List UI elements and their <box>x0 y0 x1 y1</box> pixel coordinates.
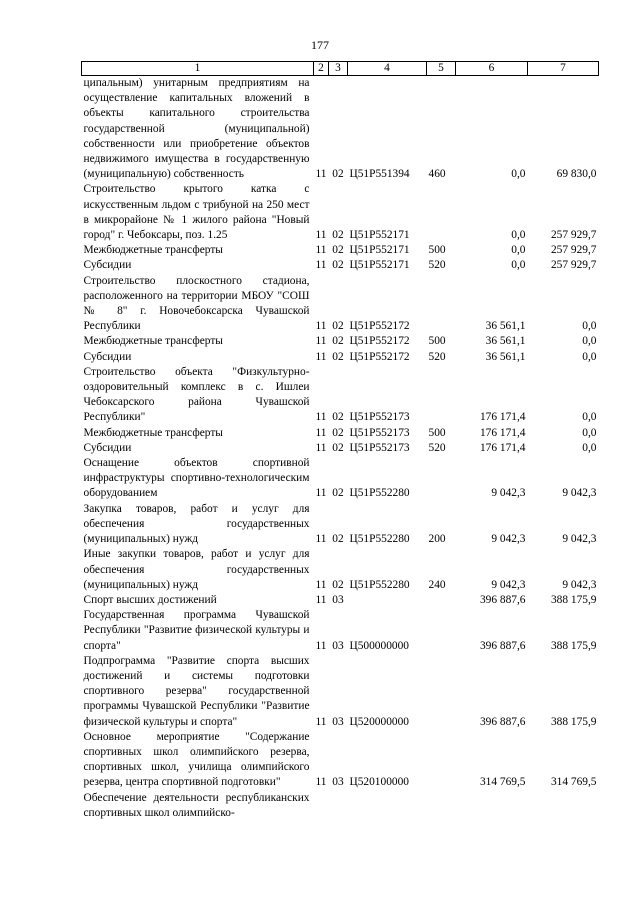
header-col-2: 2 <box>314 62 329 76</box>
row-subsection: 02 <box>332 320 344 333</box>
table-row <box>82 593 599 608</box>
row-sum-year-2: 388 175,9 <box>550 593 597 606</box>
row-subsection: 02 <box>332 578 344 591</box>
table-row <box>82 456 599 502</box>
row-sum-year-1: 36 561,1 <box>485 350 526 363</box>
row-section: 11 <box>315 426 327 439</box>
row-name: Субсидии <box>83 350 132 363</box>
row-sum-year-2: 388 175,9 <box>550 639 597 652</box>
row-sum-year-1: 0,0 <box>511 259 526 272</box>
row-sum-year-2: 0,0 <box>582 426 597 439</box>
table-row <box>82 654 599 730</box>
row-sum-year-2: 388 175,9 <box>550 715 597 728</box>
row-expense-type: 460 <box>428 168 446 181</box>
row-subsection: 03 <box>332 715 344 728</box>
row-section: 11 <box>315 593 327 606</box>
row-sum-year-2: 0,0 <box>582 335 597 348</box>
header-col-7: 7 <box>528 62 599 76</box>
row-sum-year-2 <box>528 791 599 821</box>
row-name: Субсидии <box>83 259 132 272</box>
row-expense-type <box>427 608 456 654</box>
row-subsection: 02 <box>332 350 344 363</box>
row-sum-year-2: 0,0 <box>582 441 597 454</box>
table-row <box>82 274 599 335</box>
row-subsection: 02 <box>332 168 344 181</box>
row-sum-year-2: 257 929,7 <box>550 244 597 257</box>
row-expense-type: 500 <box>428 426 446 439</box>
row-target-article: Ц51P552172 <box>349 335 410 348</box>
row-sum-year-1: 396 887,6 <box>479 639 526 652</box>
page-number: 177 <box>311 38 329 52</box>
row-target-article: Ц51P552171 <box>349 259 410 272</box>
row-section <box>314 791 329 821</box>
table-row <box>82 350 599 365</box>
row-target-article: Ц51P552280 <box>349 487 410 500</box>
row-expense-type: 520 <box>428 259 446 272</box>
row-name: Межбюджетные трансферты <box>83 335 223 348</box>
row-name: Основное мероприятие "Содержание спортивных школ олимпийского резерва, спортивных школ, училища олимпийского резерва, центра спортивной подготовки" <box>83 730 310 789</box>
row-target-article: Ц51P552173 <box>349 441 410 454</box>
row-target-article: Ц51P551394 <box>349 168 410 181</box>
row-sum-year-1: 314 769,5 <box>479 776 526 789</box>
row-sum-year-1: 176 171,4 <box>479 411 526 424</box>
row-sum-year-1: 9 042,3 <box>491 533 526 546</box>
table-row <box>82 76 599 183</box>
row-expense-type <box>427 654 456 730</box>
table-row <box>82 791 599 821</box>
table-row <box>82 730 599 791</box>
row-name: ципальным) унитарным предприятиям на осуществление капитальных вложений в объекты капитального строительства государственной (муниципальной) собственности или приобретение объектов недвижимого имущества в государственную (муниципальную) собственность <box>83 77 310 181</box>
table-row <box>82 365 599 426</box>
row-section: 11 <box>315 259 327 272</box>
row-target-article: Ц51P552171 <box>349 229 410 242</box>
row-section: 11 <box>315 229 327 242</box>
table-row <box>82 426 599 441</box>
row-section: 11 <box>315 320 327 333</box>
row-sum-year-2: 9 042,3 <box>562 487 597 500</box>
row-expense-type <box>427 182 456 243</box>
table-row <box>82 182 599 243</box>
row-name: Оснащение объектов спортивной инфраструктуры спортивно-технологическим оборудованием <box>83 457 310 500</box>
row-section: 11 <box>315 578 327 591</box>
row-name: Обеспечение деятельности республиканских спортивных школ олимпийско- <box>83 791 310 819</box>
row-expense-type <box>427 274 456 335</box>
budget-table <box>81 61 599 821</box>
row-sum-year-1 <box>456 791 528 821</box>
row-name: Строительство крытого катка с искусственным льдом с трибуной на 250 мест в микрорайоне № 1 жилого района "Новый город" г. Чебоксары, поз. 1.25 <box>83 183 310 242</box>
row-target-article: Ц51P552280 <box>349 578 410 591</box>
row-sum-year-2: 9 042,3 <box>562 578 597 591</box>
row-name: Государственная программа Чувашской Республики "Развитие физической культуры и спорта" <box>83 609 310 652</box>
row-expense-type: 520 <box>428 350 446 363</box>
row-sum-year-2: 0,0 <box>582 350 597 363</box>
row-subsection: 02 <box>332 533 344 546</box>
row-target-article: Ц520000000 <box>349 715 409 728</box>
row-expense-type: 520 <box>428 441 446 454</box>
row-section: 11 <box>315 715 327 728</box>
row-name: Межбюджетные трансферты <box>83 244 223 257</box>
row-target-article <box>348 791 427 821</box>
row-target-article: Ц51P552173 <box>349 411 410 424</box>
row-subsection: 03 <box>332 593 344 606</box>
row-sum-year-2: 314 769,5 <box>550 776 597 789</box>
header-col-5: 5 <box>427 62 456 76</box>
row-sum-year-1: 176 171,4 <box>479 441 526 454</box>
row-sum-year-1: 0,0 <box>511 168 526 181</box>
row-expense-type <box>427 593 456 608</box>
row-sum-year-1: 9 042,3 <box>491 487 526 500</box>
row-section: 11 <box>315 244 327 257</box>
row-sum-year-2: 257 929,7 <box>550 259 597 272</box>
row-section: 11 <box>315 639 327 652</box>
row-section: 11 <box>315 533 327 546</box>
row-name: Строительство плоскостного стадиона, расположенного на территории МБОУ "СОШ № 8" г. Новочебоксарска Чувашской Республики <box>83 274 310 333</box>
row-subsection: 02 <box>332 411 344 424</box>
row-target-article: Ц500000000 <box>349 639 409 652</box>
row-expense-type: 500 <box>428 335 446 348</box>
row-name: Закупка товаров, работ и услуг для обеспечения государственных (муниципальных) нужд <box>83 502 310 546</box>
table-header-row <box>82 62 599 76</box>
row-section: 11 <box>315 335 327 348</box>
row-section: 11 <box>315 411 327 424</box>
row-expense-type: 240 <box>428 578 446 591</box>
row-subsection: 02 <box>332 441 344 454</box>
row-target-article: Ц51P552172 <box>349 320 410 333</box>
row-sum-year-2: 9 042,3 <box>562 533 597 546</box>
row-subsection <box>329 791 348 821</box>
row-subsection: 02 <box>332 487 344 500</box>
row-name: Спорт высших достижений <box>83 593 217 606</box>
row-subsection: 02 <box>332 229 344 242</box>
row-section: 11 <box>315 168 327 181</box>
row-sum-year-1: 9 042,3 <box>491 578 526 591</box>
header-col-4: 4 <box>348 62 427 76</box>
row-target-article: Ц51P552171 <box>349 244 410 257</box>
table-row <box>82 243 599 258</box>
row-sum-year-2: 0,0 <box>582 411 597 424</box>
row-expense-type <box>427 730 456 791</box>
table-row <box>82 258 599 273</box>
row-target-article: Ц51P552280 <box>349 533 410 546</box>
row-expense-type <box>427 365 456 426</box>
header-col-1: 1 <box>82 62 314 76</box>
row-section: 11 <box>315 487 327 500</box>
row-subsection: 02 <box>332 244 344 257</box>
row-subsection: 02 <box>332 426 344 439</box>
row-name: Субсидии <box>83 441 132 454</box>
row-expense-type: 200 <box>428 533 446 546</box>
row-target-article: Ц51P552172 <box>349 350 410 363</box>
table-row <box>82 334 599 349</box>
table-row <box>82 502 599 548</box>
row-section: 11 <box>315 350 327 363</box>
row-name: Иные закупки товаров, работ и услуг для обеспечения государственных (муниципальных) нужд <box>83 548 310 591</box>
row-sum-year-1: 176 171,4 <box>479 426 526 439</box>
header-col-6: 6 <box>456 62 528 76</box>
row-name: Межбюджетные трансферты <box>83 426 223 439</box>
row-subsection: 02 <box>332 259 344 272</box>
row-subsection: 03 <box>332 776 344 789</box>
row-sum-year-1: 396 887,6 <box>479 715 526 728</box>
row-subsection: 02 <box>332 335 344 348</box>
row-section: 11 <box>315 441 327 454</box>
row-sum-year-1: 36 561,1 <box>485 335 526 348</box>
table-row <box>82 547 599 593</box>
row-sum-year-1: 396 887,6 <box>479 593 526 606</box>
row-sum-year-2: 257 929,7 <box>550 229 597 242</box>
row-name: Строительство объекта "Физкультурно-оздоровительный комплекс в с. Ишлеи Чебоксарского района Чувашской Республики" <box>83 365 310 424</box>
table-row <box>82 441 599 456</box>
row-target-article <box>348 593 427 608</box>
row-expense-type <box>427 456 456 502</box>
header-col-3: 3 <box>329 62 348 76</box>
row-sum-year-2: 69 830,0 <box>556 168 597 181</box>
row-sum-year-1: 0,0 <box>511 244 526 257</box>
row-sum-year-2: 0,0 <box>582 320 597 333</box>
row-expense-type: 500 <box>428 244 446 257</box>
row-target-article: Ц520100000 <box>349 776 409 789</box>
row-sum-year-1: 36 561,1 <box>485 320 526 333</box>
row-expense-type <box>427 791 456 821</box>
row-section: 11 <box>315 776 327 789</box>
table-row <box>82 608 599 654</box>
row-name: Подпрограмма "Развитие спорта высших достижений и системы подготовки спортивного резерва" государственной программы Чувашской Республики "Развитие физической культуры и спорта" <box>83 654 310 728</box>
row-sum-year-1: 0,0 <box>511 229 526 242</box>
row-target-article: Ц51P552173 <box>349 426 410 439</box>
row-subsection: 03 <box>332 639 344 652</box>
